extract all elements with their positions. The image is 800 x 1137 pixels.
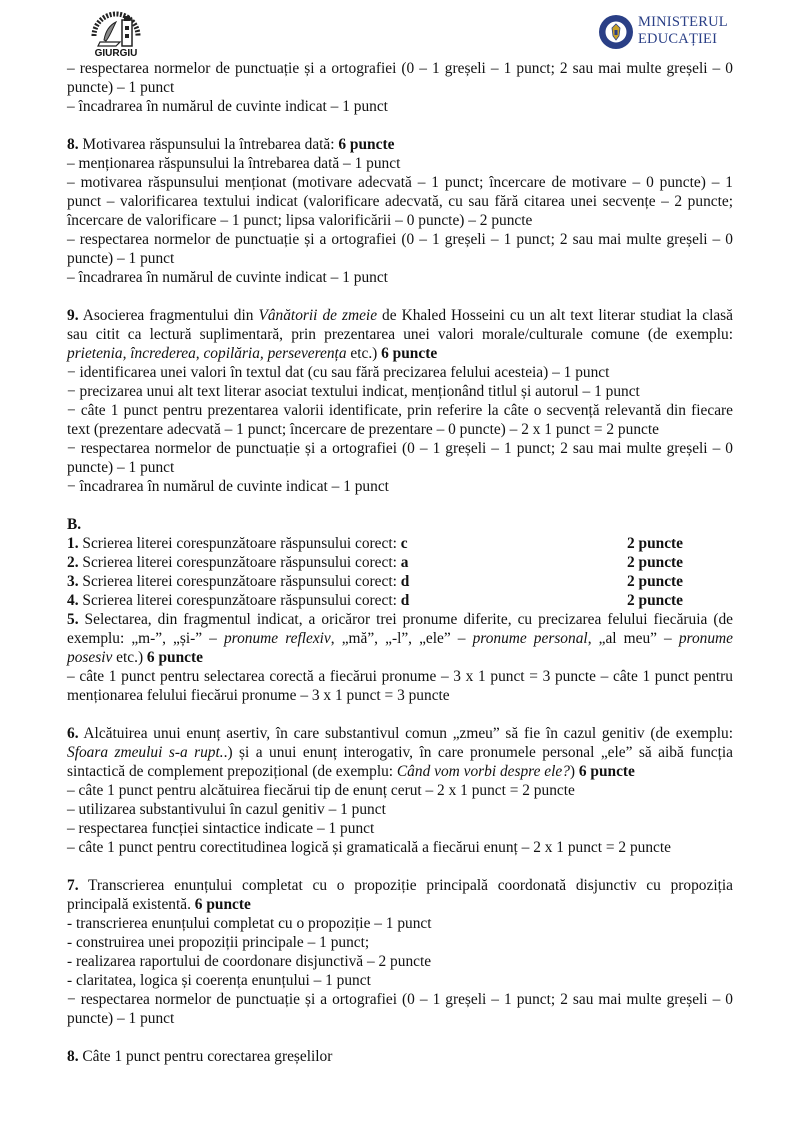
item-points: 2 puncte <box>627 592 684 609</box>
book-title: Vânătorii de zmeie <box>258 307 378 324</box>
answer-letter: a <box>400 554 409 571</box>
ministry-logo <box>598 12 738 52</box>
criterion-line: – încadrarea în numărul de cuvinte indicat – 1 punct <box>67 269 388 286</box>
isj-giurgiu-logo <box>86 6 146 58</box>
item-8 <box>67 1047 733 1066</box>
criterion-line: – utilizarea substantivului în cazul genitiv – 1 punct <box>67 801 386 818</box>
answer-row <box>67 553 733 572</box>
item-text: etc.) <box>346 345 382 362</box>
item-number: 5. <box>67 611 79 628</box>
item-8-block <box>67 135 733 287</box>
criterion-line: – respectarea funcției sintactice indicate – 1 punct <box>67 820 375 837</box>
item-number: 1. <box>67 535 79 552</box>
criterion-line: – menționarea răspunsului la întrebarea dată – 1 punct <box>67 155 401 172</box>
item-points: 2 puncte <box>627 554 684 571</box>
criterion-line: - transcrierea enunțului completat cu o propoziție – 1 punct <box>67 915 432 932</box>
item-points: 6 puncte <box>146 649 203 666</box>
criterion-line: – motivarea răspunsului menționat (motivare adecvată – 1 punct; încercare de motivare – 0 puncte) – 1 punct – valorificarea textului indicat (valorificare adecvată, cu sau fără citarea unei secvențe – 2 puncte; încercare de valorificare – 1 punct; lipsa valorificării – 0 puncte) – 2 puncte <box>67 174 733 229</box>
criterion-line: − încadrarea în numărul de cuvinte indicat – 1 punct <box>67 478 389 495</box>
ministry-line2: EDUCAȚIEI <box>638 31 718 47</box>
item-number: 8. <box>67 136 79 153</box>
criterion-line: - construirea unei propoziții principale – 1 punct; <box>67 934 370 951</box>
item-number: 7. <box>67 877 79 894</box>
item-text: Câte 1 punct pentru corectarea greșelilor <box>78 1048 333 1065</box>
item-text: Scrierea literei corespunzătoare răspunsului corect: <box>78 535 401 552</box>
example-sentence: Sfoara zmeului s-a rupt. <box>67 744 224 761</box>
item-points: 6 puncte <box>578 763 635 780</box>
item-points: 2 puncte <box>627 535 684 552</box>
item-number: 8. <box>67 1048 79 1065</box>
item-5 <box>67 610 733 667</box>
criterion-line: – câte 1 punct pentru alcătuirea fiecărui tip de enunț cerut – 2 x 1 punct = 2 puncte <box>67 782 575 799</box>
criterion-line: – câte 1 punct pentru corectitudinea logică și gramaticală a fiecărui enunț – 2 x 1 punct = 2 puncte <box>67 839 671 856</box>
answer-row <box>67 591 733 610</box>
criterion-line: − respectarea normelor de punctuație și a ortografiei (0 – 1 greșeli – 1 punct; 2 sau mai multe greșeli – 0 puncte) – 1 punct <box>67 440 733 476</box>
item-text: Scrierea literei corespunzătoare răspunsului corect: <box>78 573 401 590</box>
criterion-line: - claritatea, logica și coerența enunțului – 1 punct <box>67 972 371 989</box>
criterion-line: − respectarea normelor de punctuație și a ortografiei (0 – 1 greșeli – 1 punct; 2 sau mai multe greșeli – 0 puncte) – 1 punct <box>67 991 733 1027</box>
page-header <box>0 0 800 62</box>
item-7 <box>67 876 733 914</box>
criterion-line: − câte 1 punct pentru prezentarea valorii identificate, prin referire la câte o secvență relevantă din fiecare text (prezentare adecvată – 1 punct; încercare de prezentare – 0 puncte) – 2 x 1 punct = 2 puncte <box>67 402 733 438</box>
ministry-line1: MINISTERUL <box>638 14 728 30</box>
item-text: .) și a unui enunț interogativ, în care pronumele personal „ele” să aibă funcția sintactică de complement prepozițional (de exemplu: <box>67 744 733 780</box>
item-number: 4. <box>67 592 79 609</box>
section-label: B. <box>67 516 82 533</box>
item-points: 2 puncte <box>627 573 684 590</box>
item-number: 2. <box>67 554 79 571</box>
item-text: de Khaled Hosseini cu un alt text literar studiat la clasă sau citit ca lectură suplimentară, prin prezentarea unei valori morale/culturale comune (de exemplu: <box>67 307 734 343</box>
criterion-line: – câte 1 punct pentru selectarea corectă a fiecărui pronume – 3 x 1 punct = 3 puncte – câte 1 punct pentru menționarea felului fiecărui pronume – 3 x 1 punct = 3 puncte <box>67 668 733 704</box>
criterion-line: – respectarea normelor de punctuație și a ortografiei (0 – 1 greșeli – 1 punct; 2 sau mai multe greșeli – 0 puncte) – 1 punct <box>67 231 733 267</box>
item-title: Motivarea răspunsului la întrebarea dată: <box>78 136 339 153</box>
item-text: Alcătuirea unui enunț asertiv, în care substantivul comun „zmeu” să fie în cazul genitiv (de exemplu: <box>78 725 733 742</box>
grading-content <box>67 59 733 1066</box>
item-number: 3. <box>67 573 79 590</box>
item-text: Scrierea literei corespunzătoare răspunsului corect: <box>78 592 401 609</box>
item-points: 6 puncte <box>194 896 251 913</box>
item-points: 6 puncte <box>381 345 438 362</box>
item-text: Selectarea, din fragmentul indicat, a oricăror trei pronume diferite, cu precizarea felului fiecăruia (de exemplu: „m-”, „și-” – <box>67 611 733 647</box>
item-text: Transcrierea enunțului completat cu o propoziție principală coordonată disjunctiv cu propoziția principală existentă. <box>67 877 733 913</box>
item-number: 9. <box>67 307 79 324</box>
item-9-block <box>67 306 733 496</box>
italic-term: pronume posesiv <box>67 630 733 666</box>
answer-row <box>67 572 733 591</box>
item-text: , „mă”, „-l”, „ele” – <box>330 630 473 647</box>
criterion-line: - realizarea raportului de coordonare disjunctivă – 2 puncte <box>67 953 432 970</box>
italic-term: pronume reflexiv <box>223 630 331 647</box>
section-b <box>67 515 733 1066</box>
item-text: ) <box>569 763 579 780</box>
example-sentence: Când vom vorbi despre ele? <box>396 763 570 780</box>
item-text: Asocierea fragmentului din <box>78 307 259 324</box>
item-6 <box>67 724 733 781</box>
government-seal-icon <box>598 12 634 52</box>
item-number: 6. <box>67 725 79 742</box>
answer-letter: d <box>400 592 410 609</box>
examples: prietenia, încrederea, copilăria, perseverența <box>67 345 347 362</box>
answer-row <box>67 534 733 553</box>
item-text: Scrierea literei corespunzătoare răspunsului corect: <box>78 554 401 571</box>
item-text: , „al meu” – <box>587 630 679 647</box>
top-line: – încadrarea în numărul de cuvinte indicat – 1 punct <box>67 98 388 115</box>
italic-term: pronume personal <box>472 630 588 647</box>
svg-text:GIURGIU: GIURGIU <box>94 48 138 58</box>
answer-letter: c <box>400 535 408 552</box>
top-line: – respectarea normelor de punctuație și a ortografiei (0 – 1 greșeli – 1 punct; 2 sau mai multe greșeli – 0 puncte) – 1 punct <box>67 60 733 96</box>
item-points: 6 puncte <box>338 136 395 153</box>
criterion-line: − identificarea unei valori în textul dat (cu sau fără precizarea felului acesteia) – 1 punct <box>67 364 610 381</box>
criterion-line: − precizarea unui alt text literar asociat textului indicat, menționând titlul și autorul – 1 punct <box>67 383 640 400</box>
item-text: etc.) <box>112 649 147 666</box>
answer-letter: d <box>400 573 410 590</box>
